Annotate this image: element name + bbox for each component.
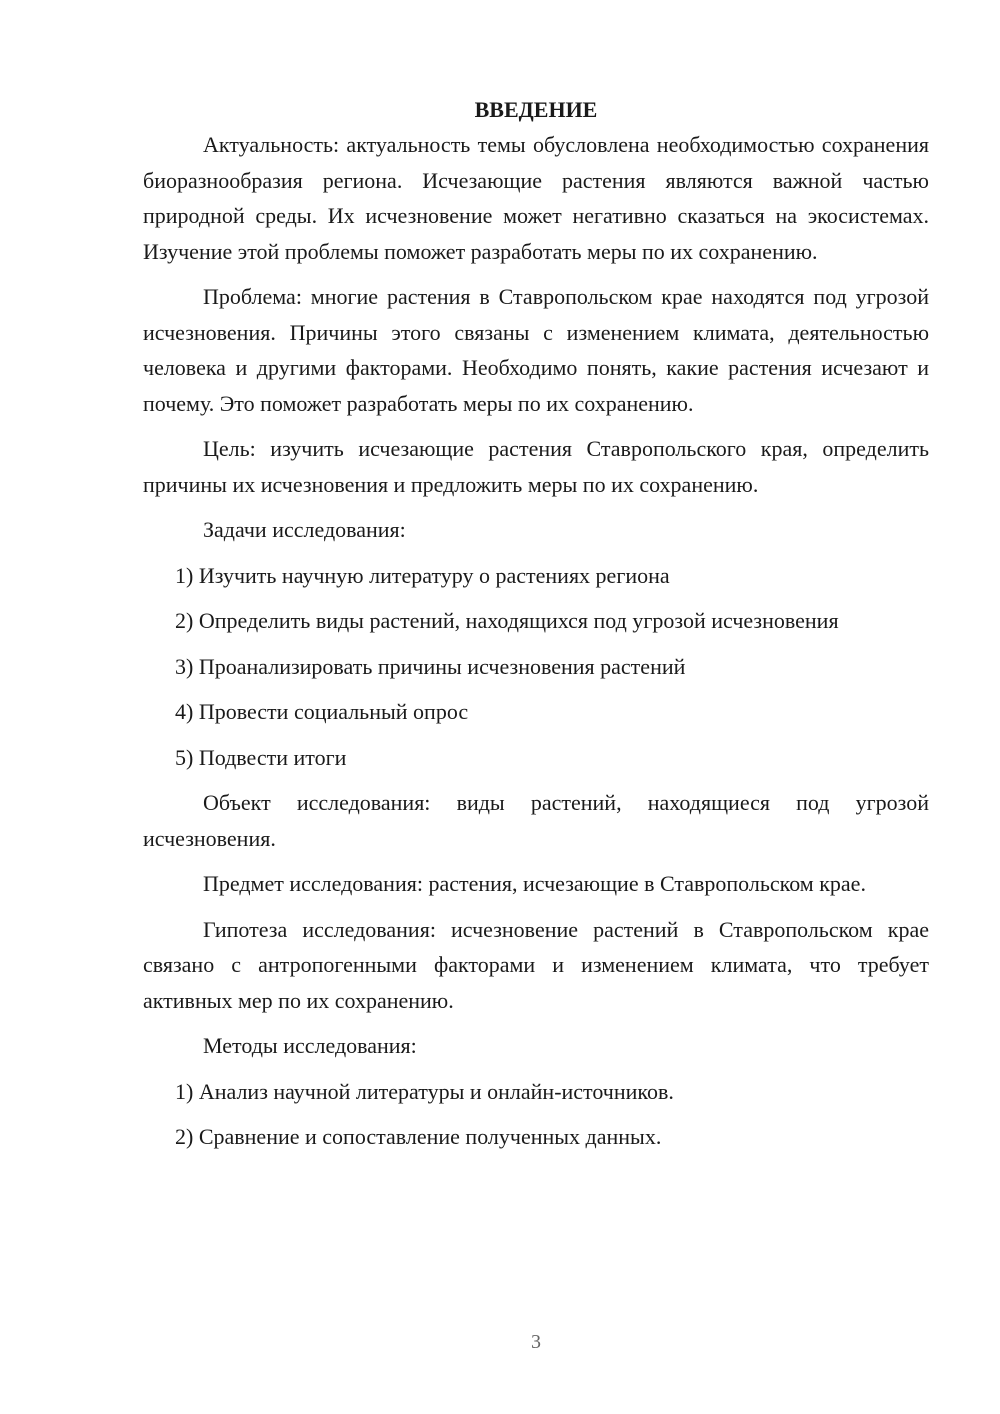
tasks-title: Задачи исследования:: [203, 517, 406, 542]
relevance-paragraph: Актуальность: актуальность темы обусловлена необходимостью сохранения биоразнообразия региона. Исчезающие растения являются важной частью природной среды. Их исчезновение может негативно сказаться на экосистемах. Изучение этой проблемы поможет разработать меры по их сохранению.: [143, 132, 929, 264]
section-heading: ВВЕДЕНИЕ: [474, 97, 598, 122]
object-paragraph: Объект исследования: виды растений, находящиеся под угрозой исчезновения.: [143, 790, 929, 851]
page-content: [143, 94, 929, 1165]
task-item: 5) Подвести итоги: [175, 744, 347, 770]
task-item: 3) Проанализировать причины исчезновения растений: [175, 653, 686, 679]
subject-paragraph: Предмет исследования: растения, исчезающие в Ставропольском крае.: [203, 871, 866, 896]
hypothesis-paragraph: Гипотеза исследования: исчезновение растений в Ставропольском крае связано с антропогенными факторами и изменением климата, что требует активных мер по их сохранению.: [143, 916, 929, 1013]
goal-paragraph: Цель: изучить исчезающие растения Ставропольского края, определить причины их исчезновения и предложить меры по их сохранению.: [143, 436, 929, 497]
page-number: 3: [531, 1331, 541, 1353]
methods-title: Методы исследования:: [203, 1033, 417, 1058]
task-item: 4) Провести социальный опрос: [175, 699, 469, 724]
task-item: 2) Определить виды растений, находящихся под угрозой исчезновения: [175, 608, 839, 633]
problem-paragraph: Проблема: многие растения в Ставропольском крае находятся под угрозой исчезновения. Причины этого связаны с изменением климата, деятельностью человека и другими факторами. Необходимо понять, какие растения исчезают и почему. Это поможет разработать меры по их сохранению.: [143, 284, 929, 416]
method-item: 1) Анализ научной литературы и онлайн-источников.: [175, 1078, 674, 1104]
task-item: 1) Изучить научную литературу о растениях региона: [175, 562, 670, 588]
method-item: 2) Сравнение и сопоставление полученных данных.: [175, 1124, 662, 1149]
